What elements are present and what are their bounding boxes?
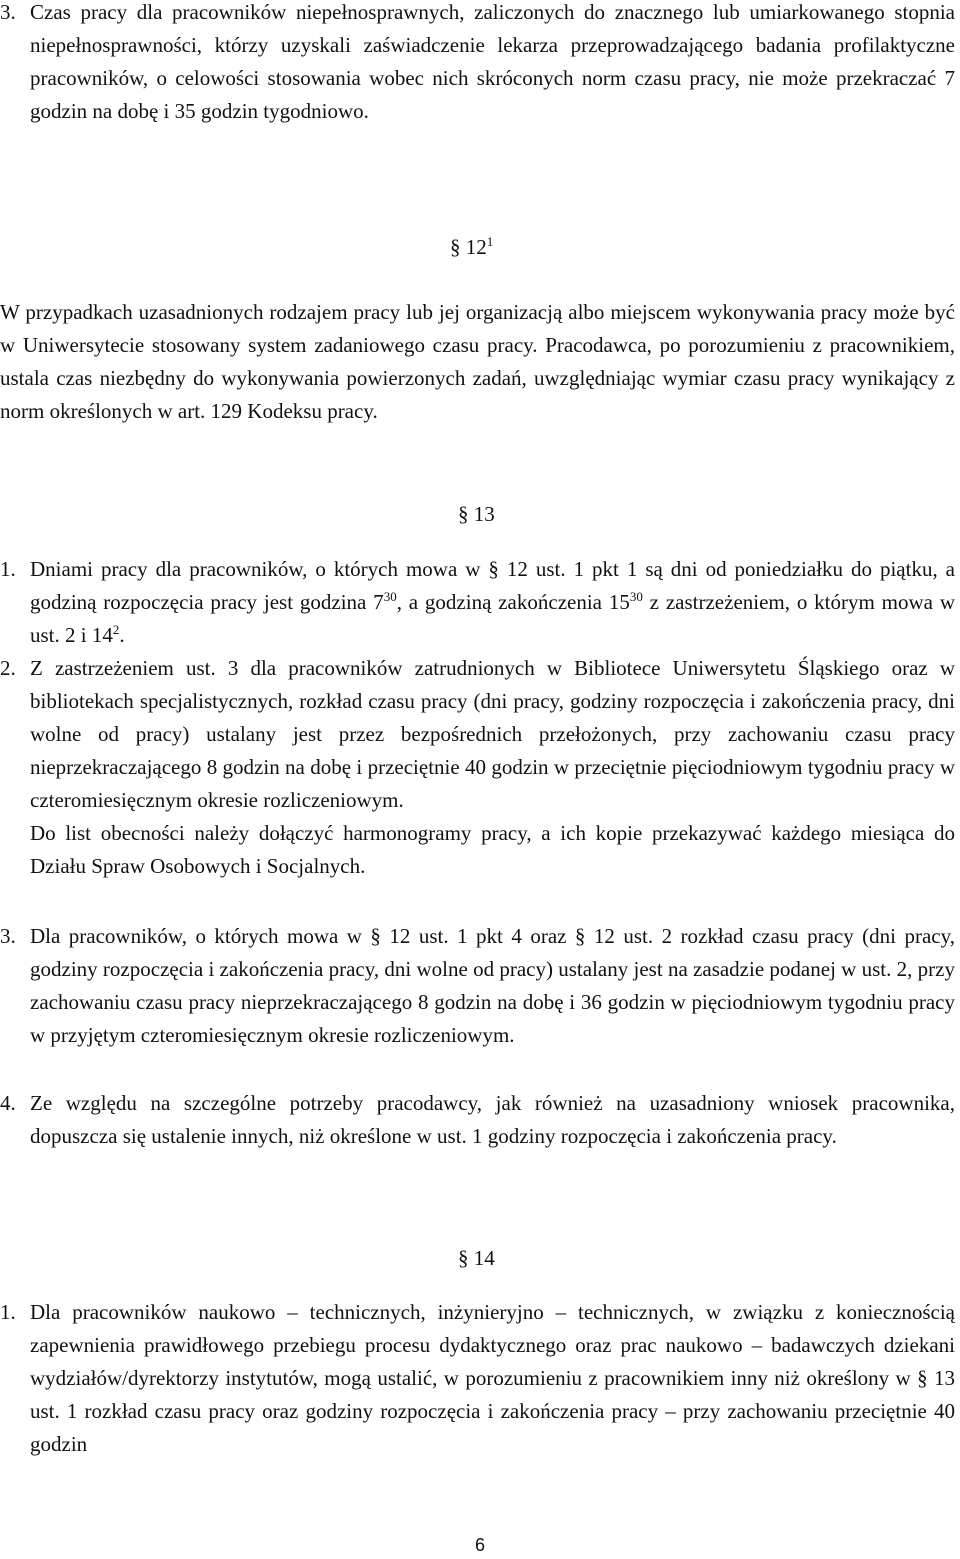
section-14-paragraph-1 (0, 1296, 955, 1461)
section-superscript: 1 (486, 234, 494, 249)
paragraph-number: 1. (0, 557, 16, 581)
section-symbol: § (458, 502, 469, 526)
section-13-paragraph-4 (0, 1087, 955, 1153)
paragraph-number: 4. (0, 1091, 16, 1115)
paragraph-number: 1. (0, 1300, 16, 1324)
paragraph-text: Z zastrzeżeniem ust. 3 dla pracowników zatrudnionych w Bibliotece Uniwersytetu Śląskiego oraz w bibliotekach specjalistycznych, rozkład czasu pracy (dni pracy, godziny rozpoczęcia i zakończenia pracy, dni wolne od pracy) ustalany jest przez bezpośrednich przełożonych, przy zachowaniu czasu pracy nieprzekraczającego 8 godzin na dobę i przeciętnie 40 godzin w przeciętnie pięciodniowym tygodniu pracy w czteromiesięcznym okresie rozliczeniowym. (30, 656, 955, 812)
section-heading-13 (458, 499, 495, 529)
paragraph-text: Ze względu na szczególne potrzeby pracodawcy, jak również na uzasadniony wniosek pracownika, dopuszcza się ustalenie innych, niż określone w ust. 1 godziny rozpoczęcia i zakończenia pracy. (30, 1091, 955, 1148)
paragraph-number: 3. (0, 924, 16, 948)
paragraph-number: 2. (0, 656, 16, 680)
section-symbol: § (458, 1246, 469, 1270)
section-heading-14 (458, 1243, 495, 1273)
section-13-paragraph-1 (0, 553, 955, 652)
paragraph-3 (0, 0, 955, 128)
section-number: 12 (465, 235, 487, 259)
paragraph-text: Dla pracowników naukowo – technicznych, inżynieryjno – technicznych, w związku z koniecznością zapewnienia prawidłowego przebiegu procesu dydaktycznego oraz prac naukowo – badawczych dziekani wydziałów/dyrektorzy instytutów, mogą ustalić, w porozumieniu z pracownikiem inny niż określony w § 13 ust. 1 rozkład czasu pracy oraz godziny rozpoczęcia i zakończenia pracy – przy zachowaniu przeciętnie 40 godzin (30, 1300, 955, 1456)
section-number: 14 (473, 1246, 495, 1270)
section-12-1-text: W przypadkach uzasadnionych rodzajem pracy lub jej organizacją albo miejscem wykonywania pracy może być w Uniwersytecie stosowany system zadaniowego czasu pracy. Pracodawca, po porozumieniu z pracownikiem, ustala czas niezbędny do wykonywania powierzonych zadań, uwzględniając wymiar czasu pracy wynikający z norm określonych w art. 129 Kodeksu pracy. (0, 300, 955, 423)
page-number: 6 (474, 1535, 485, 1555)
paragraph-text: Dla pracowników, o których mowa w § 12 ust. 1 pkt 4 oraz § 12 ust. 2 rozkład czasu pracy (dni pracy, godziny rozpoczęcia i zakończenia pracy, dni wolne od pracy) ustalany jest na zasadzie podanej w ust. 2, przy zachowaniu czasu pracy nieprzekraczającego 8 godzin na dobę i 36 godzin w pięciodniowym tygodniu pracy w przyjętym czteromiesięcznym okresie rozliczeniowym. (30, 924, 955, 1047)
section-13-paragraph-3 (0, 920, 955, 1052)
section-heading-12-1 (450, 232, 493, 262)
section-symbol: § (450, 235, 461, 259)
section-number: 13 (473, 502, 495, 526)
section-13-paragraph-2 (0, 652, 955, 883)
paragraph-note: Do list obecności należy dołączyć harmonogramy pracy, a ich kopie przekazywać każdego miesiąca do Działu Spraw Osobowych i Socjalnych. (30, 821, 955, 878)
paragraph-text: Dniami pracy dla pracowników, o których mowa w § 12 ust. 1 pkt 1 są dni od poniedziałku do piątku, a godziną rozpoczęcia pracy jest godzina $7^{30}$, a godziną zakończenia $15^{30}$ z zastrzeżeniem, o którym mowa w ust. 2 i $14^2$. (30, 557, 955, 647)
paragraph-number: 3. (0, 0, 16, 24)
paragraph-text: Czas pracy dla pracowników niepełnosprawnych, zaliczonych do znacznego lub umiarkowanego stopnia niepełnosprawności, którzy uzyskali zaświadczenie lekarza przeprowadzającego badania profilaktyczne pracowników, o celowości stosowania wobec nich skróconych norm czasu pracy, nie może przekraczać 7 godzin na dobę i 35 godzin tygodniowo. (30, 0, 955, 123)
